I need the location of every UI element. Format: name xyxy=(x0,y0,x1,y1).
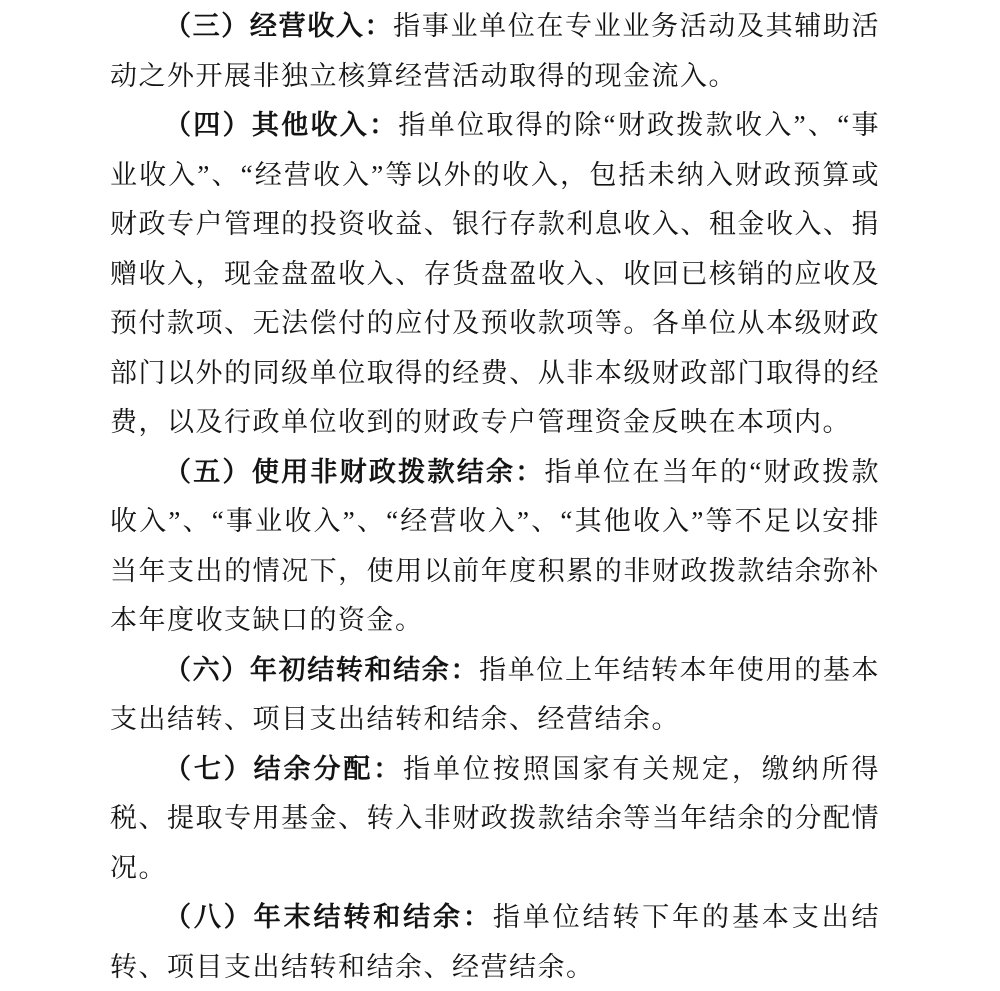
paragraph-operating-income xyxy=(110,2,880,101)
paragraph-label: （六）年初结转和结余： xyxy=(164,654,480,685)
paragraph-year-end-carryover xyxy=(110,893,880,991)
document-body xyxy=(110,2,880,991)
paragraph-label: （八）年末结转和结余： xyxy=(164,902,493,932)
paragraph-other-income xyxy=(110,101,880,448)
paragraph-text: 指单位取得的除“财政拨款收入”、“事业收入”、“经营收入”等以外的收入，包括未纳入财政预算或财政专户管理的投资收益、银行存款利息收入、租金收入、捐赠收入，现金盘盈收入、存货盘盈收入、收回已核销的应收及预付款项、无法偿付的应付及预收款项等。各单位从本级财政部门以外的同级单位取得的经费、从非本级财政部门取得的经费，以及行政单位收到的财政专户管理资金反映在本项内。 xyxy=(110,110,881,437)
paragraph-text: 指单位按照国家有关规定，缴纳所得税、提取专用基金、转入非财政拨款结余等当年结余的分配情况。 xyxy=(110,753,881,883)
paragraph-text: 指事业单位在专业业务活动及其辅助活动之外开展非独立核算经营活动取得的现金流入。 xyxy=(110,11,881,91)
paragraph-label: （七）结余分配： xyxy=(164,753,404,784)
paragraph-text: 指单位上年结转本年使用的基本支出结转、项目支出结转和结余、经营结余。 xyxy=(110,654,881,734)
paragraph-beginning-year-carryover xyxy=(110,646,880,745)
paragraph-text: 指单位在当年的“财政拨款收入”、“事业收入”、“经营收入”、“其他收入”等不足以安排当年支出的情况下，使用以前年度积累的非财政拨款结余弥补本年度收支缺口的资金。 xyxy=(110,456,881,635)
paragraph-surplus-distribution xyxy=(110,745,880,894)
paragraph-label: （五）使用非财政拨款结余： xyxy=(164,456,545,487)
paragraph-label: （三）经营收入： xyxy=(164,11,394,41)
paragraph-use-of-non-fiscal-surplus xyxy=(110,448,880,646)
paragraph-text: 指单位结转下年的基本支出结转、项目支出结转和结余、经营结余。 xyxy=(110,902,881,982)
paragraph-label: （四）其他收入： xyxy=(164,110,399,140)
